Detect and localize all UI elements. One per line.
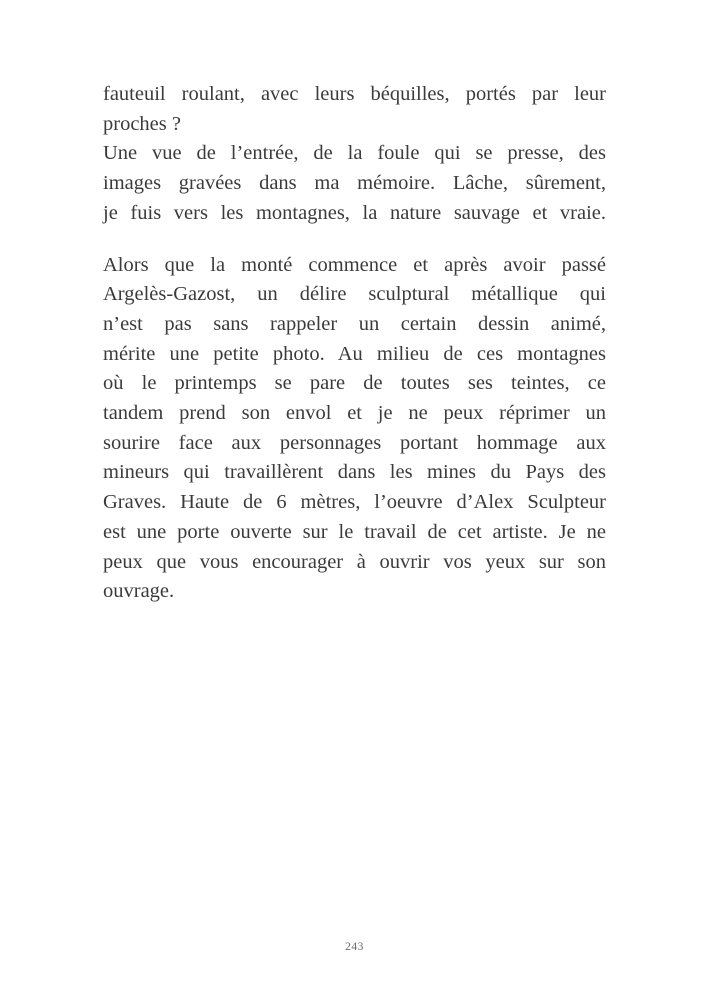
paragraph [103, 251, 606, 607]
text-line: est une porte ouverte sur le travail de cet artiste. Je ne [103, 520, 606, 543]
text-line: ouvrage. [103, 580, 175, 603]
text-line: Argelès-Gazost, un délire sculptural métallique qui [103, 283, 606, 306]
text-line: mineurs qui travaillèrent dans les mines du Pays des [103, 461, 606, 484]
text-line: images gravées dans ma mémoire. Lâche, sûrement, [103, 172, 606, 195]
paragraph [103, 80, 606, 229]
text-line: mérite une petite photo. Au milieu de ces montagnes [103, 342, 606, 365]
text-line: tandem prend son envol et je ne peux réprimer un [103, 402, 606, 425]
page-number: 243 [345, 941, 364, 953]
text-line: où le printemps se pare de toutes ses teintes, ce [103, 372, 606, 395]
text-line: je fuis vers les montagnes, la nature sauvage et vraie. [103, 201, 606, 224]
text-line: peux que vous encourager à ouvrir vos yeux sur son [103, 550, 606, 573]
text-line: fauteuil roulant, avec leurs béquilles, portés par leur [103, 83, 606, 105]
text-line: n’est pas sans rappeler un certain dessin animé, [103, 312, 606, 335]
text-line: Graves. Haute de 6 mètres, l’oeuvre d’Alex Sculpteur [103, 491, 606, 514]
text-line: Une vue de l’entrée, de la foule qui se presse, des [103, 142, 606, 165]
text-line: Alors que la monté commence et après avoir passé [103, 253, 606, 276]
text-line: sourire face aux personnages portant hommage aux [103, 431, 606, 454]
text-line: proches ? [103, 112, 181, 135]
page-text [103, 80, 606, 607]
